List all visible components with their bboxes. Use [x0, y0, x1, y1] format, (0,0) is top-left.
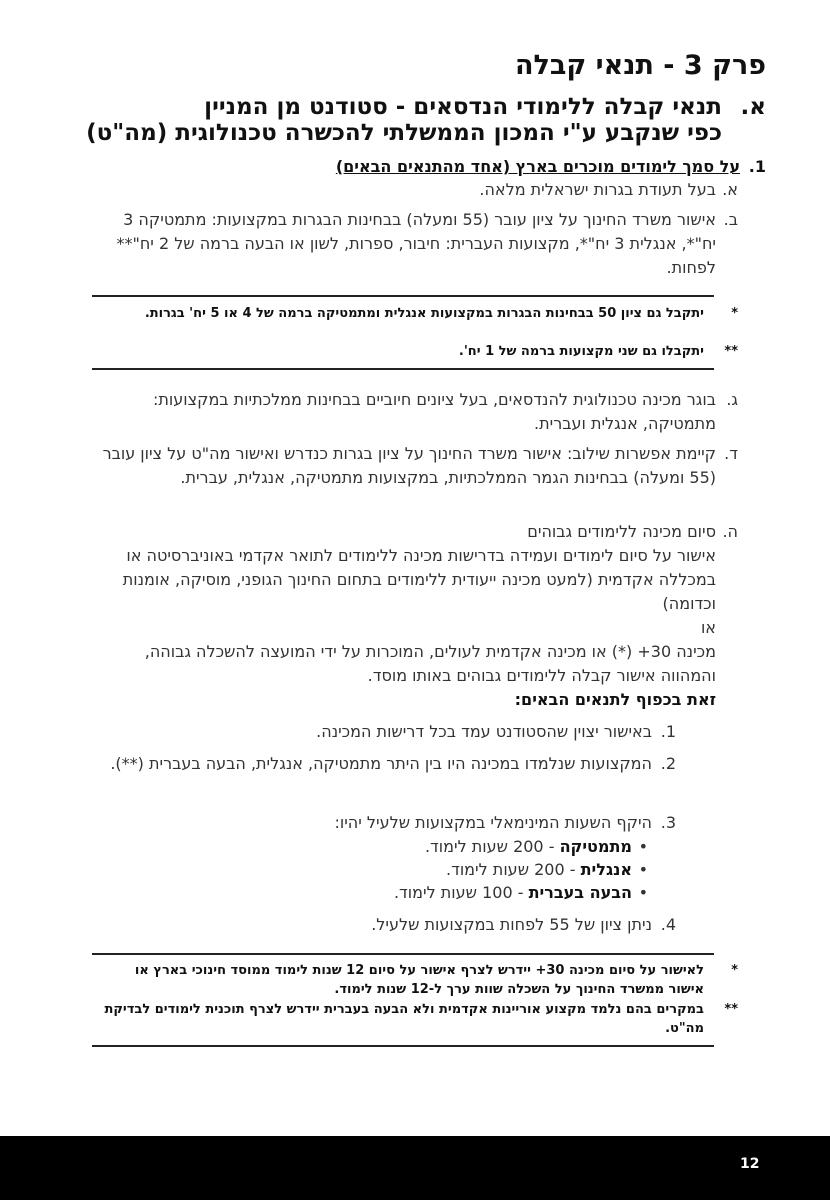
- divider: [92, 953, 714, 955]
- divider: [92, 368, 714, 370]
- hours-bullet-english: [446, 858, 648, 882]
- conditions-title: זאת בכפוף לתנאים הבאים:: [514, 690, 716, 709]
- hours-bullet-math: [425, 835, 648, 859]
- condition-item-1: [92, 720, 738, 744]
- footnote-3: [98, 961, 738, 999]
- condition-text: באישור יצוין שהסטודנט עמד בכל דרישות המכינה.: [316, 722, 652, 741]
- bullet-icon: •: [638, 860, 648, 879]
- footnote-marker: **: [724, 344, 738, 359]
- list-item-d: [92, 442, 738, 490]
- item-text: קיימת אפשרות שילוב: אישור משרד החינוך על ציון בגרות כנדרש ואישור מה"ט על ציון עובר (55 ומעלה) בבחינות הגמר הממלכתיות, במקצועות מתמטיקה, אנגלית, עברית.: [102, 444, 716, 487]
- bullet-subject: מתמטיקה: [559, 837, 632, 856]
- item-heading: סיום מכינה ללימודים גבוהים: [527, 522, 716, 541]
- bullet-subject: אנגלית: [580, 860, 632, 879]
- condition-number: 1.: [660, 722, 676, 741]
- footnote-2: [98, 342, 738, 361]
- item-text: מכינה 30+ (*) או מכינה אקדמית לעולים, המוכרות על ידי המועצה להשכלה גבוהה, והמהווה אישור קבלה ללימודים גבוהים באותו מוסד.: [144, 642, 716, 685]
- list-item-h: [92, 520, 738, 688]
- footer-band: [0, 1136, 830, 1200]
- footnote-text: במקרים בהם נלמד מקצוע אוריינות אקדמית ולא הבעה בעברית יידרש לצרף תוכנית לימודים לבדיקת מה"ט.: [104, 1002, 704, 1036]
- section-letter: א.: [740, 94, 766, 120]
- subsection-number: 1.: [748, 157, 766, 176]
- bullet-hours: - 200 שעות לימוד.: [446, 860, 576, 879]
- list-item-g: [92, 388, 738, 436]
- subsection-heading: [126, 157, 766, 176]
- footnote-4: [98, 1000, 738, 1038]
- list-item-b: [92, 208, 738, 280]
- item-marker: א.: [722, 180, 738, 199]
- footnote-1: [98, 304, 738, 323]
- item-marker: ה.: [722, 522, 738, 541]
- section-title-line2: כפי שנקבע ע"י המכון הממשלתי להכשרה טכנולוגית (מה"ט): [86, 120, 722, 146]
- footnote-text: לאישור על סיום מכינה 30+ יידרש לצרף אישור על סיום 12 שנות לימוד ממוסד חינוכי בארץ או אישור ממשרד החינוך על השכלה שוות ערך ל-12 שנות לימוד.: [134, 963, 704, 997]
- condition-item-2: [92, 752, 738, 776]
- item-marker: ד.: [724, 444, 738, 463]
- item-marker: ג.: [726, 390, 738, 409]
- item-marker: ב.: [723, 210, 738, 229]
- section-heading: [66, 94, 766, 146]
- list-item-a: [92, 178, 738, 202]
- footnote-text: יתקבל גם ציון 50 בבחינות הבגרות במקצועות אנגלית ומתמטיקה ברמה של 4 או 5 יח' בגרות.: [144, 306, 704, 321]
- bullet-icon: •: [638, 883, 648, 902]
- item-or: או: [700, 618, 716, 637]
- bullet-hours: - 200 שעות לימוד.: [424, 837, 555, 856]
- condition-item-3: [92, 811, 738, 835]
- condition-item-4: [92, 913, 738, 937]
- bullet-icon: •: [638, 837, 648, 856]
- item-text: אישור על סיום לימודים ועמידה בדרישות מכינה ללימודים לתואר אקדמי באוניברסיטה או במכללה אקדמית (למעט מכינה ייעודית ללימודים בתחום החינוך הגופני, מוסיקה, אומנות וכדומה): [122, 546, 716, 613]
- section-title-line1: תנאי קבלה ללימודי הנדסאים - סטודנט מן המניין: [204, 94, 722, 120]
- condition-number: 3.: [660, 813, 676, 832]
- condition-number: 2.: [660, 754, 676, 773]
- page-number: 12: [740, 1156, 760, 1172]
- divider: [92, 1045, 714, 1047]
- condition-text: ניתן ציון של 55 לפחות במקצועות שלעיל.: [371, 915, 652, 934]
- bullet-subject: הבעה בעברית: [528, 883, 632, 902]
- item-text: בוגר מכינה טכנולוגית להנדסאים, בעל ציונים חיוביים בבחינות ממלכתיות במקצועות: מתמטיקה, אנגלית ועברית.: [152, 390, 716, 433]
- footnote-text: יתקבלו גם שני מקצועות ברמה של 1 יח'.: [458, 344, 704, 359]
- footnote-marker: *: [731, 963, 738, 978]
- hours-bullet-hebrew: [394, 881, 648, 905]
- condition-text: המקצועות שנלמדו במכינה היו בין היתר מתמטיקה, אנגלית, הבעה בעברית (**).: [110, 754, 652, 773]
- divider: [92, 295, 714, 297]
- bullet-hours: - 100 שעות לימוד.: [393, 883, 524, 902]
- condition-text: היקף השעות המינימאלי במקצועות שלעיל יהיו:: [334, 813, 652, 832]
- condition-number: 4.: [660, 915, 676, 934]
- footnote-marker: *: [731, 306, 738, 321]
- item-text: אישור משרד החינוך על ציון עובר (55 ומעלה) בבחינות הבגרות במקצועות: מתמטיקה 3 יח"*, אנגלית 3 יח"*, מקצועות העברית: חיבור, ספרות, לשון או הבעה ברמה של 2 יח"** לפחות.: [116, 210, 716, 277]
- chapter-title: פרק 3 - תנאי קבלה: [514, 50, 766, 81]
- item-text: בעל תעודת בגרות ישראלית מלאה.: [479, 180, 716, 199]
- subsection-title: על סמך לימודים מוכרים בארץ (אחד מהתנאים הבאים): [335, 157, 740, 176]
- footnote-marker: **: [724, 1002, 738, 1017]
